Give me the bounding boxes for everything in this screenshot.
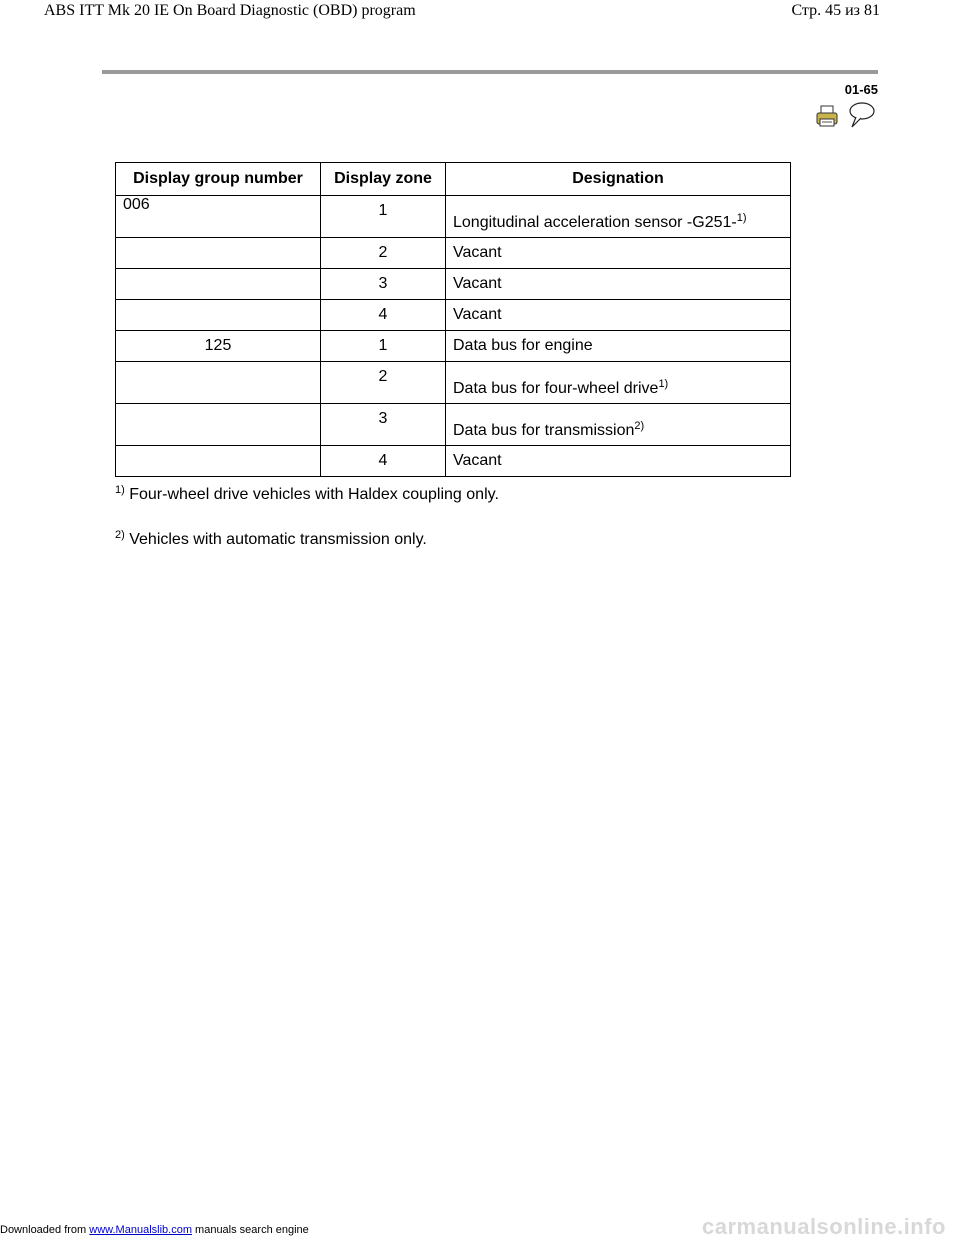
- footnote-text: Vehicles with automatic transmission only.: [124, 531, 427, 548]
- cell-designation: [446, 404, 791, 446]
- download-credit: [0, 1224, 309, 1236]
- footnote-mark: 2): [115, 529, 125, 541]
- page-counter: Стр. 45 из 81: [791, 2, 880, 19]
- footnote-text: Four-wheel drive vehicles with Haldex coupling only.: [124, 486, 499, 503]
- footnote-2: [115, 531, 427, 549]
- cell-zone: 3: [321, 269, 446, 300]
- header-display-zone: Display zone: [321, 163, 446, 196]
- table-row: [116, 269, 791, 300]
- designation-text: Data bus for four-wheel drive: [453, 380, 659, 397]
- table-row: [116, 238, 791, 269]
- table-header-row: [116, 163, 791, 196]
- designation-text: Longitudinal acceleration sensor -G251-: [453, 214, 737, 231]
- header-designation: Designation: [446, 163, 791, 196]
- document-title: ABS ITT Mk 20 IE On Board Diagnostic (OBD) program: [44, 2, 416, 19]
- footnote-ref: 1): [658, 378, 669, 390]
- cell-zone: 1: [321, 196, 446, 238]
- cell-zone: 2: [321, 362, 446, 404]
- credit-prefix: Downloaded from: [0, 1224, 90, 1236]
- cell-group: [116, 404, 321, 446]
- cell-group: [116, 446, 321, 477]
- cell-group: [116, 362, 321, 404]
- cell-zone: 4: [321, 300, 446, 331]
- cell-designation: [446, 196, 791, 238]
- display-group-table: [115, 162, 791, 477]
- designation-text: Data bus for transmission: [453, 422, 635, 439]
- credit-suffix: manuals search engine: [191, 1224, 309, 1236]
- cell-zone: 4: [321, 446, 446, 477]
- cell-group: [116, 269, 321, 300]
- cell-designation: Vacant: [446, 446, 791, 477]
- manualslib-link[interactable]: www.Manualslib.com: [89, 1224, 192, 1236]
- page-code: 01-65: [844, 82, 878, 97]
- printer-icon[interactable]: [815, 104, 839, 128]
- cell-zone: 1: [321, 331, 446, 362]
- cell-designation: Data bus for engine: [446, 331, 791, 362]
- table-row: [116, 331, 791, 362]
- watermark: carmanualsonline.info: [702, 1214, 946, 1239]
- table-row: [116, 196, 791, 238]
- cell-zone: 3: [321, 404, 446, 446]
- cell-designation: [446, 362, 791, 404]
- speech-bubble-icon[interactable]: [846, 100, 876, 130]
- footnote-1: [115, 486, 499, 504]
- cell-group: 125: [116, 331, 321, 362]
- cell-designation: Vacant: [446, 238, 791, 269]
- footnote-mark: 1): [115, 484, 125, 496]
- cell-designation: Vacant: [446, 269, 791, 300]
- cell-zone: 2: [321, 238, 446, 269]
- header-display-group-number: Display group number: [116, 163, 321, 196]
- cell-group: [116, 300, 321, 331]
- cell-group: 006: [116, 196, 321, 238]
- table-row: [116, 362, 791, 404]
- footnote-ref: 2): [634, 420, 645, 432]
- table-row: [116, 404, 791, 446]
- footnote-ref: 1): [736, 212, 747, 224]
- cell-group: [116, 238, 321, 269]
- header-divider: [102, 70, 878, 74]
- table-row: [116, 300, 791, 331]
- cell-designation: Vacant: [446, 300, 791, 331]
- table-row: [116, 446, 791, 477]
